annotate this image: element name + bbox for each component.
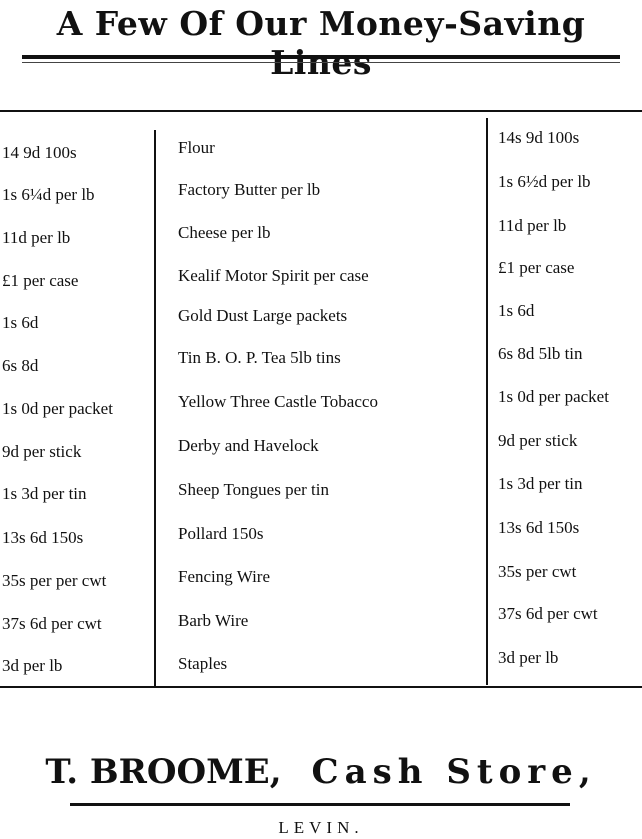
new-price: 9d per stick bbox=[498, 431, 578, 450]
new-price: 1s 6½d per lb bbox=[498, 172, 591, 191]
town-name: LEVIN. bbox=[278, 818, 364, 837]
advert-header bbox=[0, 0, 642, 70]
item-name: Tin B. O. P. Tea 5lb tins bbox=[178, 348, 341, 367]
old-price: 37s 6d per cwt bbox=[2, 614, 102, 633]
old-price: 1s 3d per tin bbox=[2, 484, 87, 503]
new-price: £1 per case bbox=[498, 258, 575, 277]
proprietor-name: T. BROOME, bbox=[45, 752, 282, 792]
headline: A Few Of Our Money-Saving bbox=[56, 4, 586, 43]
store-name bbox=[0, 752, 642, 792]
old-price: 35s per per cwt bbox=[2, 571, 107, 590]
item-name: Gold Dust Large packets bbox=[178, 306, 348, 325]
new-price: 11d per lb bbox=[498, 216, 567, 235]
old-price: 11d per lb bbox=[2, 228, 71, 247]
item-name: Sheep Tongues per tin bbox=[178, 480, 329, 499]
old-price: 3d per lb bbox=[2, 656, 63, 675]
headline-rule-thin bbox=[22, 62, 620, 63]
item-name: Derby and Havelock bbox=[178, 436, 319, 455]
old-price: 6s 8d bbox=[2, 356, 39, 375]
old-price: £1 per case bbox=[2, 271, 79, 290]
item-name: Staples bbox=[178, 654, 228, 673]
new-price: 35s per cwt bbox=[498, 562, 577, 581]
item-name: Fencing Wire bbox=[178, 567, 271, 586]
old-price: 13s 6d 150s bbox=[2, 528, 84, 547]
old-price: 1s 0d per packet bbox=[2, 399, 113, 418]
item-name: Pollard 150s bbox=[178, 524, 264, 543]
item-name: Barb Wire bbox=[178, 611, 249, 630]
old-price: 14 9d 100s bbox=[2, 143, 77, 162]
old-price: 9d per stick bbox=[2, 442, 82, 461]
footer-rule bbox=[70, 803, 570, 806]
column-divider-right bbox=[486, 118, 488, 685]
store-type: Cash Store, bbox=[311, 752, 597, 792]
headline-rule bbox=[22, 55, 620, 59]
new-price: 6s 8d 5lb tin bbox=[498, 344, 583, 363]
new-price: 37s 6d per cwt bbox=[498, 604, 598, 623]
new-price: 13s 6d 150s bbox=[498, 518, 580, 537]
item-name: Factory Butter per lb bbox=[178, 180, 321, 199]
item-name: Flour bbox=[178, 138, 215, 157]
table-top-rule bbox=[0, 110, 642, 112]
column-divider-left bbox=[154, 130, 156, 687]
new-price: 14s 9d 100s bbox=[498, 128, 580, 147]
new-price: 1s 6d bbox=[498, 301, 535, 320]
item-name: Cheese per lb bbox=[178, 223, 271, 242]
old-price: 1s 6¼d per lb bbox=[2, 185, 95, 204]
new-price: 3d per lb bbox=[498, 648, 559, 667]
new-price: 1s 3d per tin bbox=[498, 474, 583, 493]
old-price: 1s 6d bbox=[2, 313, 39, 332]
item-name: Kealif Motor Spirit per case bbox=[178, 266, 369, 285]
item-name: Yellow Three Castle Tobacco bbox=[178, 392, 378, 411]
new-price: 1s 0d per packet bbox=[498, 387, 609, 406]
table-bottom-rule bbox=[0, 686, 642, 688]
